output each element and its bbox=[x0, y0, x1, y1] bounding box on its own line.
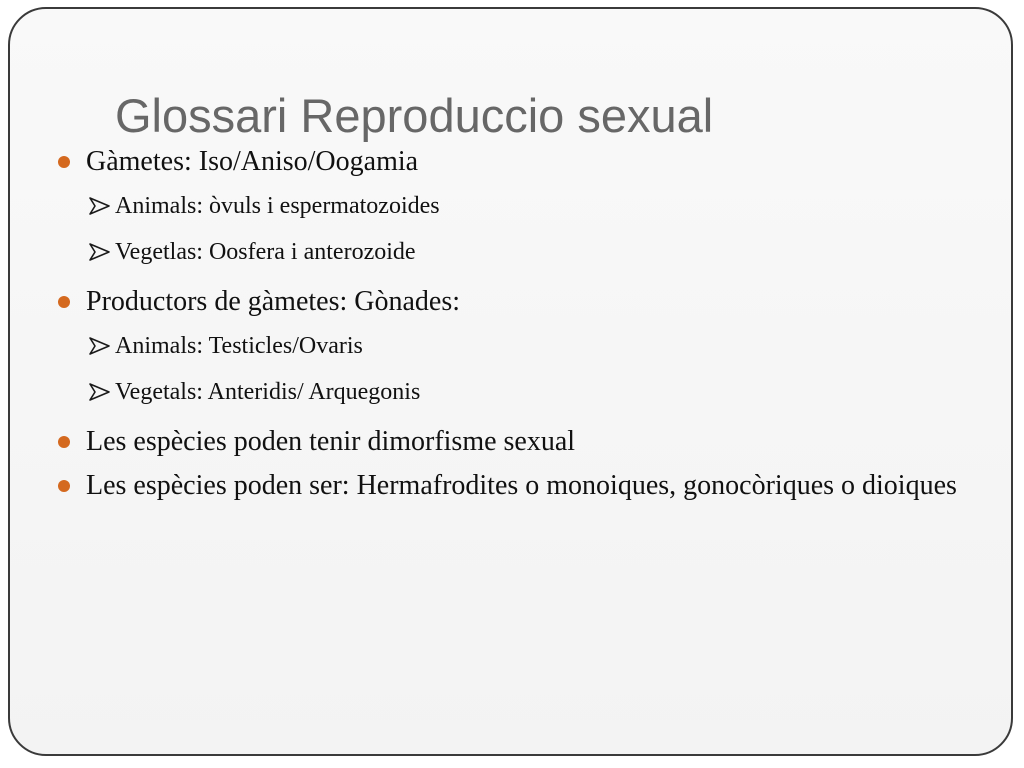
slide-title: Glossari Reproduccio sexual bbox=[115, 89, 714, 142]
sub-bullet-text: Animals: Testicles/Ovaris bbox=[115, 333, 363, 359]
sub-bullet-list bbox=[86, 183, 988, 275]
sub-bullet-list bbox=[86, 323, 988, 415]
bullet-item bbox=[58, 469, 988, 503]
sub-bullet-item bbox=[86, 369, 988, 415]
arrowhead-bullet-icon bbox=[89, 243, 111, 261]
bullet-dot-icon bbox=[58, 156, 70, 168]
bullet-item bbox=[58, 145, 988, 275]
arrowhead-bullet-icon bbox=[89, 197, 111, 215]
bullet-item bbox=[58, 285, 988, 415]
sub-bullet-text: Animals: òvuls i espermatozoides bbox=[115, 193, 440, 219]
bullet-list bbox=[58, 145, 988, 503]
bullet-text: Les espècies poden tenir dimorfisme sexual bbox=[86, 426, 576, 457]
sub-bullet-text: Vegetlas: Oosfera i anterozoide bbox=[115, 239, 416, 265]
bullet-item bbox=[58, 425, 988, 459]
bullet-dot-icon bbox=[58, 436, 70, 448]
bullet-text: Productors de gàmetes: Gònades: bbox=[86, 286, 461, 317]
bullet-dot-icon bbox=[58, 296, 70, 308]
sub-bullet-item bbox=[86, 229, 988, 275]
bullet-text: Gàmetes: Iso/Aniso/Oogamia bbox=[86, 146, 419, 177]
arrowhead-bullet-icon bbox=[89, 383, 111, 401]
sub-bullet-text: Vegetals: Anteridis/ Arquegonis bbox=[115, 379, 421, 405]
arrowhead-bullet-icon bbox=[89, 337, 111, 355]
bullet-text: Les espècies poden ser: Hermafrodites o monoiques, gonocòriques o dioiques bbox=[86, 470, 957, 501]
sub-bullet-item bbox=[86, 183, 988, 229]
sub-bullet-item bbox=[86, 323, 988, 369]
bullet-dot-icon bbox=[58, 480, 70, 492]
